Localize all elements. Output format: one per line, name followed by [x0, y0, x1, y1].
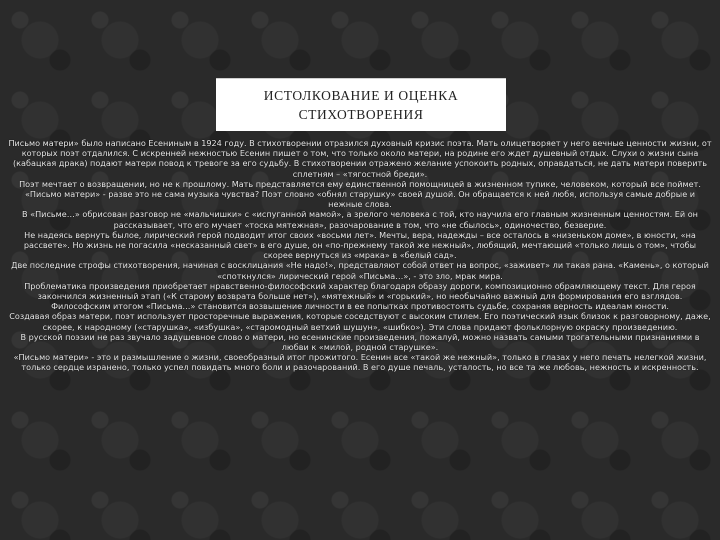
paragraph: «Письмо матери» - это и размышление о жизни, своеобразный итог прожитого. Есенин все «такой же нежный», только в глазах у него печать нелегкой жизни, только сердце изранено, только успел повидать много боли и разочарований. В его душе печаль, усталость, но все та же любовь, нежность и искренность. — [13, 352, 707, 373]
slide-body-text — [0, 138, 720, 538]
paragraph: Две последние строфы стихотворения, начиная с восклицания «Не надо!», представляют собой ответ на вопрос, «заживет» ли такая рана. «Камень», о который «споткнулся» лирический герой «Письма…», - это зло, мрак мира. — [11, 260, 709, 281]
slide-title-box — [216, 78, 506, 131]
paragraph: Поэт мечтает о возвращении, но не к прошлому. Мать представляется ему единственной помощницей в жизненном тупике, человеком, который все поймет. — [19, 178, 701, 189]
paragraph: Создавая образ матери, поэт использует просторечные выражения, которые соседствуют с высоким стилем. Его поэтический язык близок к разговорному, даже, скорее, к народному («старушка», «избушка», «старомодный ветхий шушун», «шибко»). Эти слова придают фольклорную окраску произведению. — [9, 311, 711, 332]
slide-title-line-1: ИСТОЛКОВАНИЕ И ОЦЕНКА — [263, 88, 459, 103]
paragraph: Философским итогом «Письма…» становится возвышение личности в ее попытках противостоять судьбе, сохраняя верность идеалам юности. — [51, 301, 669, 312]
paragraph: «Письмо матери» - разве это не сама музыка чувства? Поэт словно «обнял старушку» своей душой. Он обращается к ней любя, используя самые добрые и нежные слова. — [24, 189, 696, 210]
paragraph: Письмо матери» было написано Есениным в 1924 году. В стихотворении отразился духовный кризис поэта. Мать олицетворяет у него вечные ценности жизни, от которых поэт отдалился. С искренней нежностью Есенин пишет о том, что только около матери, на родине его ждет душевный отдых. Слухи о жизни сына (кабацкая драка) подают матери повод к тревоге за его судьбу. В стихотворении отражено желание успокоить родных, оправдаться, не дать матери поверить сплетням – «тягостной бреди». — [8, 138, 712, 179]
paragraph: Не надеясь вернуть былое, лирический герой подводит итог своих «восьми лет». Мечты, вера, надежды – все осталось в «низеньком доме», в юности, «на рассвете». Но жизнь не погасила «несказанный свет» в его душе, он «по-прежнему такой же нежный», любящий, мечтающий «только лишь о том», чтобы скорее вернуться из «мрака» в «белый сад». — [23, 229, 697, 261]
paragraph: В «Письме…» обрисован разговор не «мальчишки» с «испуганной мамой», а зрелого человека с той, кто научила его главным жизненным ценностям. Ей он рассказывает, что его мучает «тоска мятежная», разочарование в том, что «не сбылось», одиночество, безверие. — [22, 209, 698, 230]
paragraph: Проблематика произведения приобретает нравственно-философский характер благодаря образу дороги, композиционно обрамляющему текст. Для героя закончился жизненный этап («К старому возврата больше нет»), «мятежный» и «горький», но необычайно важный для формирования его взглядов. — [24, 280, 696, 302]
paragraph: В русской поэзии не раз звучало задушевное слово о матери, но есенинские произведения, пожалуй, можно назвать самыми трогательными признаниями в любви к «милой, родной старушке». — [20, 331, 700, 353]
slide-title-line-2: СТИХОТВОРЕНИЯ — [298, 107, 424, 122]
